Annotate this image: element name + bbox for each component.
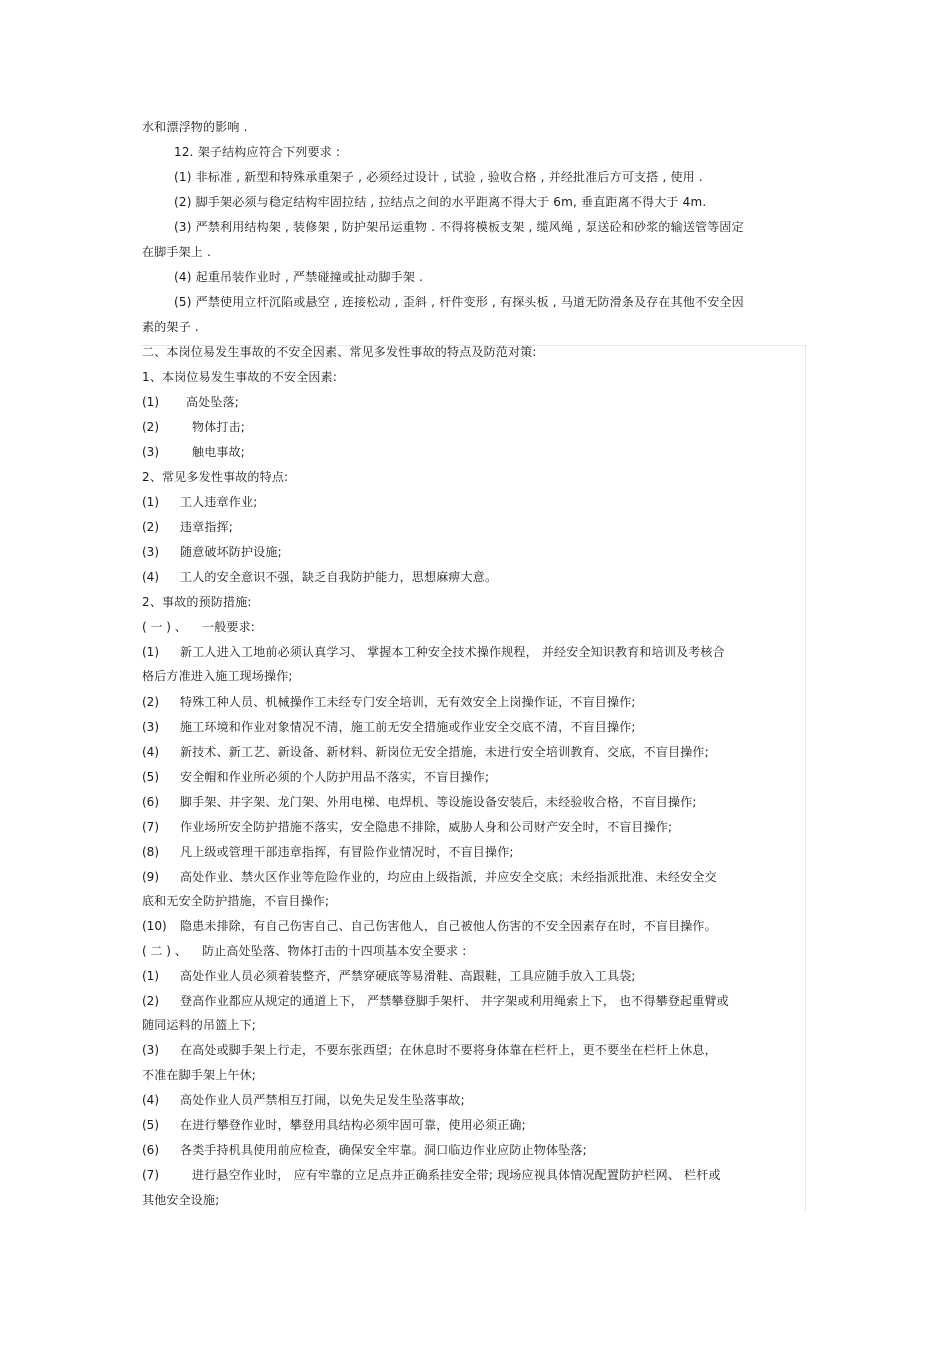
char-4-text: 工人的安全意识不强，缺乏自我防护能力，思想麻痹大意。 xyxy=(180,570,498,584)
char-3-text: 随意破坏防护设施; xyxy=(180,545,282,559)
general-3-text: 施工环境和作业对象情况不清，施工前无安全措施或作业安全交底不清，不盲目操作; xyxy=(180,720,636,734)
general-9-continuation: 底和无安全防护措施，不盲目操作; xyxy=(142,894,330,908)
sub-item-3-line2: 在脚手架上 . xyxy=(142,245,212,259)
protect-3-number: (3) xyxy=(142,1043,159,1057)
sub-item-4: (4) 起重吊装作业时 , 严禁碰撞或扯动脚手架 . xyxy=(174,270,424,284)
protect-head-number: ( 二 ) 、 xyxy=(142,944,187,958)
section-2-heading: 二、本岗位易发生事故的不安全因素、常见多发性事故的特点及防范对策: xyxy=(142,345,537,359)
prevention-heading: 2、事故的预防措施: xyxy=(142,595,252,609)
protect-7-continuation: 其他安全设施; xyxy=(142,1193,220,1207)
protect-2-text: 登高作业都应从规定的通道上下， 严禁攀登脚手架杆、 井字架或利用绳索上下， 也不得攀登起重臂或 xyxy=(180,994,729,1008)
protect-6-text: 各类手持机具使用前应检查，确保安全牢靠。洞口临边作业应防止物体坠落; xyxy=(180,1143,587,1157)
factor-3-text: 触电事故; xyxy=(192,445,246,459)
continuation-text: 水和漂浮物的影响 . xyxy=(142,120,248,134)
general-head-text: 一般要求: xyxy=(202,620,256,634)
general-8-text: 凡上级或管理干部违章指挥，有冒险作业情况时，不盲目操作; xyxy=(180,845,514,859)
protect-5-text: 在进行攀登作业时，攀登用具结构必须牢固可靠，使用必须正确; xyxy=(180,1118,526,1132)
sub-item-1: (1) 非标准 , 新型和特殊承重架子 , 必须经过设计 , 试验 , 验收合格 , 并经批准后方可支搭 , 使用 . xyxy=(174,170,703,184)
factor-1-text: 高处坠落; xyxy=(186,395,240,409)
sub-item-5-line2: 素的架子 . xyxy=(142,320,199,334)
general-8-number: (8) xyxy=(142,845,159,859)
general-2-text: 特殊工种人员、机械操作工未经专门安全培训，无有效安全上岗操作证，不盲目操作; xyxy=(180,695,636,709)
general-6-number: (6) xyxy=(142,795,159,809)
factor-2-text: 物体打击; xyxy=(192,420,246,434)
protect-3-text: 在高处或脚手架上行走，不要东张西望；在休息时不要将身体靠在栏杆上，更不要坐在栏杆上休息， xyxy=(180,1043,717,1057)
general-4-number: (4) xyxy=(142,745,159,759)
protect-3-continuation: 不准在脚手架上午休; xyxy=(142,1068,257,1082)
general-head-number: ( 一 ) 、 xyxy=(142,620,187,634)
protect-1-text: 高处作业人员必须着装整齐，严禁穿硬底等易滑鞋、高跟鞋，工具应随手放入工具袋; xyxy=(180,969,636,983)
protect-head-text: 防止高处坠落、物体打击的十四项基本安全要求 : xyxy=(202,944,467,958)
protect-1-number: (1) xyxy=(142,969,159,983)
protect-7-number: (7) xyxy=(142,1168,159,1182)
general-10-text: 隐患未排除，有自己伤害自己、自己伤害他人，自己被他人伤害的不安全因素存在时，不盲目操作。 xyxy=(180,919,717,933)
sub-item-5-line1: (5) 严禁使用立杆沉陷或悬空 , 连接松动 , 歪斜 , 杆件变形 , 有探头板 , 马道无防滑条及存在其他不安全因 xyxy=(174,295,744,309)
protect-7-text: 进行悬空作业时， 应有牢靠的立足点并正确系挂安全带; 现场应视具体情况配置防护栏网、 栏杆或 xyxy=(192,1168,721,1182)
protect-4-text: 高处作业人员严禁相互打闹，以免失足发生坠落事故; xyxy=(180,1093,465,1107)
item-12-heading: 12. 架子结构应符合下列要求 : xyxy=(174,145,341,159)
general-7-number: (7) xyxy=(142,820,159,834)
general-1-text: 新工人进入工地前必须认真学习、 掌握本工种安全技术操作规程， 并经安全知识教育和培训及考核合 xyxy=(180,645,725,659)
factors-heading: 1、本岗位易发生事故的不安全因素: xyxy=(142,370,338,384)
general-9-text: 高处作业、禁火区作业等危险作业的，均应由上级指派，并应安全交底；未经指派批准、未经安全交 xyxy=(180,870,717,884)
characteristics-heading: 2、常见多发性事故的特点: xyxy=(142,470,289,484)
general-9-number: (9) xyxy=(142,870,159,884)
char-2-number: (2) xyxy=(142,520,159,534)
general-5-number: (5) xyxy=(142,770,159,784)
general-1-number: (1) xyxy=(142,645,159,659)
char-2-text: 违章指挥; xyxy=(180,520,234,534)
general-1-continuation: 格后方准进入施工现场操作; xyxy=(142,669,293,683)
protect-2-number: (2) xyxy=(142,994,159,1008)
general-7-text: 作业场所安全防护措施不落实，安全隐患不排除，威胁人身和公司财产安全时，不盲目操作; xyxy=(180,820,673,834)
factor-2-number: (2) xyxy=(142,420,159,434)
general-6-text: 脚手架、井字架、龙门架、外用电梯、电焊机、等设施设备安装后，未经验收合格，不盲目操作; xyxy=(180,795,697,809)
general-5-text: 安全帽和作业所必须的个人防护用品不落实，不盲目操作; xyxy=(180,770,490,784)
char-4-number: (4) xyxy=(142,570,159,584)
protect-4-number: (4) xyxy=(142,1093,159,1107)
protect-6-number: (6) xyxy=(142,1143,159,1157)
factor-1-number: (1) xyxy=(142,395,159,409)
protect-5-number: (5) xyxy=(142,1118,159,1132)
factor-3-number: (3) xyxy=(142,445,159,459)
char-1-number: (1) xyxy=(142,495,159,509)
general-4-text: 新技术、新工艺、新设备、新材料、新岗位无安全措施，未进行安全培训教育、交底，不盲目操作; xyxy=(180,745,709,759)
general-2-number: (2) xyxy=(142,695,159,709)
protect-2-continuation: 随同运料的吊篮上下; xyxy=(142,1018,257,1032)
char-1-text: 工人违章作业; xyxy=(180,495,258,509)
sub-item-3-line1: (3) 严禁利用结构架 , 装修架 , 防护架吊运重物 . 不得将模板支架 , 缆风绳 , 泵送砼和砂浆的输送管等固定 xyxy=(174,220,744,234)
sub-item-2: (2) 脚手架必须与稳定结构牢固拉结 , 拉结点之间的水平距离不得大于 6m, 垂直距离不得大于 4m. xyxy=(174,195,707,209)
general-10-number: (10) xyxy=(142,919,167,933)
char-3-number: (3) xyxy=(142,545,159,559)
general-3-number: (3) xyxy=(142,720,159,734)
